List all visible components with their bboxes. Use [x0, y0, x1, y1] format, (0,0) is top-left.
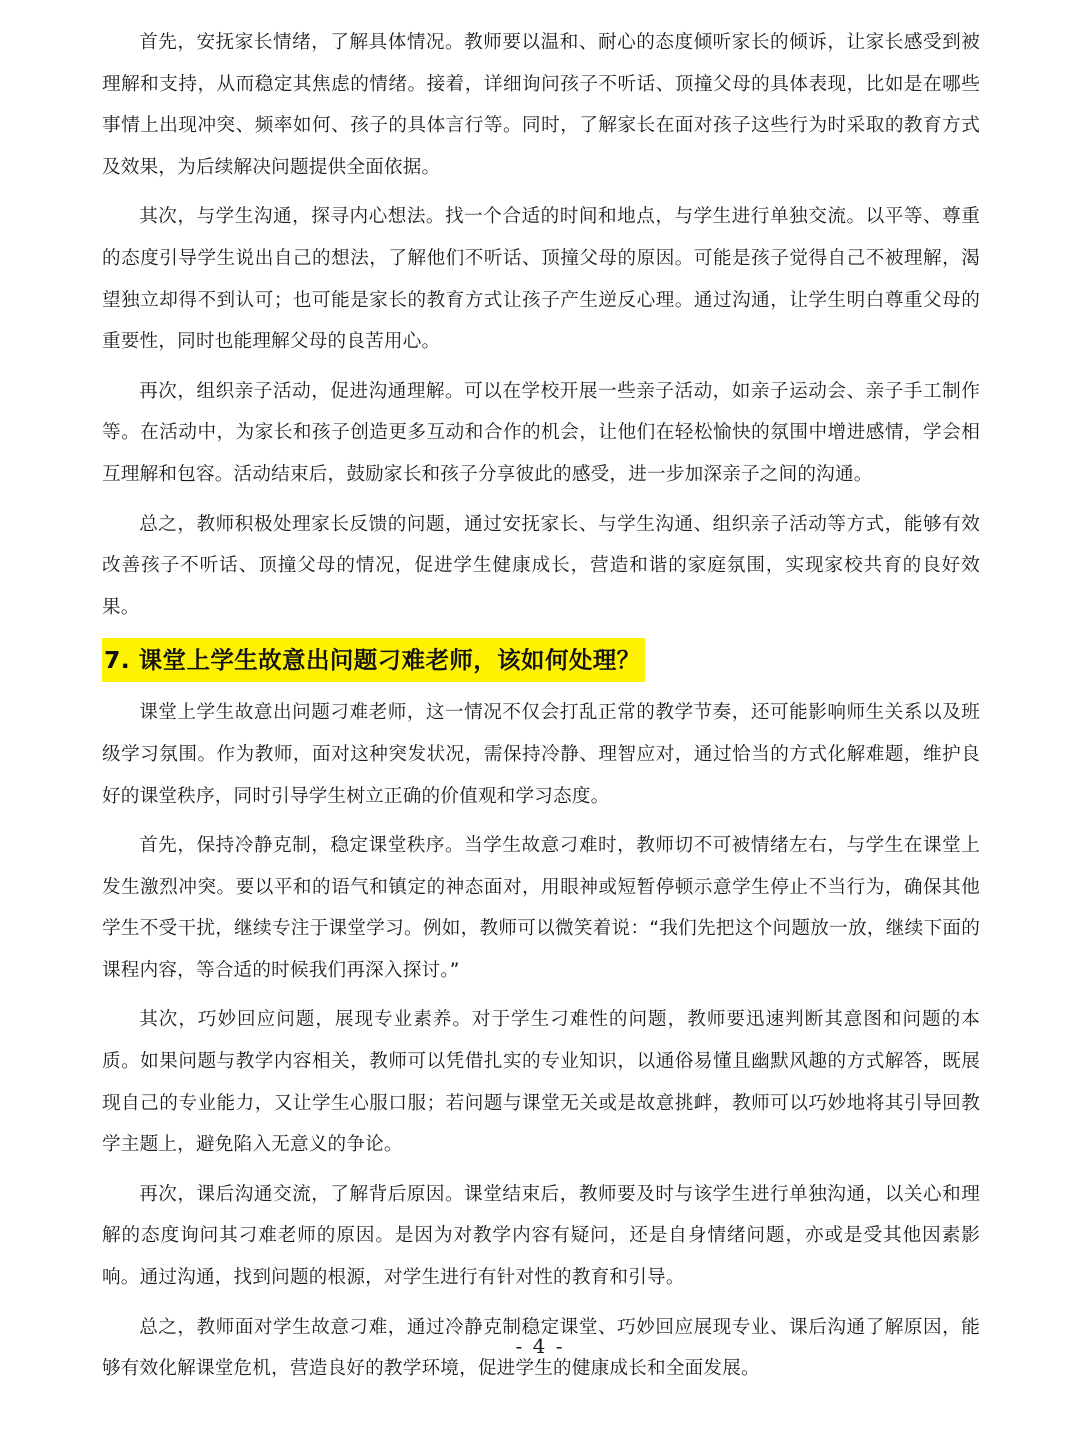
- paragraph: 总之，教师积极处理家长反馈的问题，通过安抚家长、与学生沟通、组织亲子活动等方式，能够有效改善孩子不听话、顶撞父母的情况，促进学生健康成长，营造和谐的家庭氛围，实现家校共育的良好效果。: [102, 513, 980, 618]
- paragraph: 课堂上学生故意出问题刁难老师，这一情况不仅会打乱正常的教学节奏，还可能影响师生关系以及班级学习氛围。作为教师，面对这种突发状况，需保持冷静、理智应对，通过恰当的方式化解难题，维护良好的课堂秩序，同时引导学生树立正确的价值观和学习态度。: [102, 702, 980, 807]
- section-heading-container: [102, 636, 980, 684]
- paragraph: 总之，教师面对学生故意刁难，通过冷静克制稳定课堂、巧妙回应展现专业、课后沟通了解原因，能够有效化解课堂危机，营造良好的教学环境，促进学生的健康成长和全面发展。: [102, 1316, 980, 1380]
- page-number: - 4 -: [515, 1334, 565, 1358]
- paragraph: 首先，保持冷静克制，稳定课堂秩序。当学生故意刁难时，教师切不可被情绪左右，与学生在课堂上发生激烈冲突。要以平和的语气和镇定的神态面对，用眼神或短暂停顿示意学生停止不当行为，确保其他学生不受干扰，继续专注于课堂学习。例如，教师可以微笑着说：“我们先把这个问题放一放，继续下面的课程内容，等合适的时候我们再深入探讨。”: [102, 835, 980, 981]
- paragraph: 其次，巧妙回应问题，展现专业素养。对于学生刁难性的问题，教师要迅速判断其意图和问题的本质。如果问题与教学内容相关，教师可以凭借扎实的专业知识，以通俗易懂且幽默风趣的方式解答，既展现自己的专业能力，又让学生心服口服；若问题与课堂无关或是故意挑衅，教师可以巧妙地将其引导回教学主题上，避免陷入无意义的争论。: [102, 1009, 980, 1156]
- paragraph: 再次，组织亲子活动，促进沟通理解。可以在学校开展一些亲子活动，如亲子运动会、亲子手工制作等。在活动中，为家长和孩子创造更多互动和合作的机会，让他们在轻松愉快的氛围中增进感情，学会相互理解和包容。活动结束后，鼓励家长和孩子分享彼此的感受，进一步加深亲子之间的沟通。: [102, 380, 980, 485]
- section-heading-highlighted: 7. 课堂上学生故意出问题刁难老师，该如何处理？: [102, 638, 645, 682]
- document-page: [102, 22, 980, 1398]
- paragraph: 再次，课后沟通交流，了解背后原因。课堂结束后，教师要及时与该学生进行单独沟通，以关心和理解的态度询问其刁难老师的原因。是因为对教学内容有疑问，还是自身情绪问题，亦或是受其他因素影响。通过沟通，找到问题的根源，对学生进行有针对性的教育和引导。: [102, 1183, 980, 1289]
- paragraph: 首先，安抚家长情绪，了解具体情况。教师要以温和、耐心的态度倾听家长的倾诉，让家长感受到被理解和支持，从而稳定其焦虑的情绪。接着，详细询问孩子不听话、顶撞父母的具体表现，比如是在哪些事情上出现冲突、频率如何、孩子的具体言行等。同时，了解家长在面对孩子这些行为时采取的教育方式及效果，为后续解决问题提供全面依据。: [102, 32, 980, 178]
- paragraph: 其次，与学生沟通，探寻内心想法。找一个合适的时间和地点，与学生进行单独交流。以平等、尊重的态度引导学生说出自己的想法，了解他们不听话、顶撞父母的原因。可能是孩子觉得自己不被理解，渴望独立却得不到认可；也可能是家长的教育方式让孩子产生逆反心理。通过沟通，让学生明白尊重父母的重要性，同时也能理解父母的良苦用心。: [102, 206, 980, 353]
